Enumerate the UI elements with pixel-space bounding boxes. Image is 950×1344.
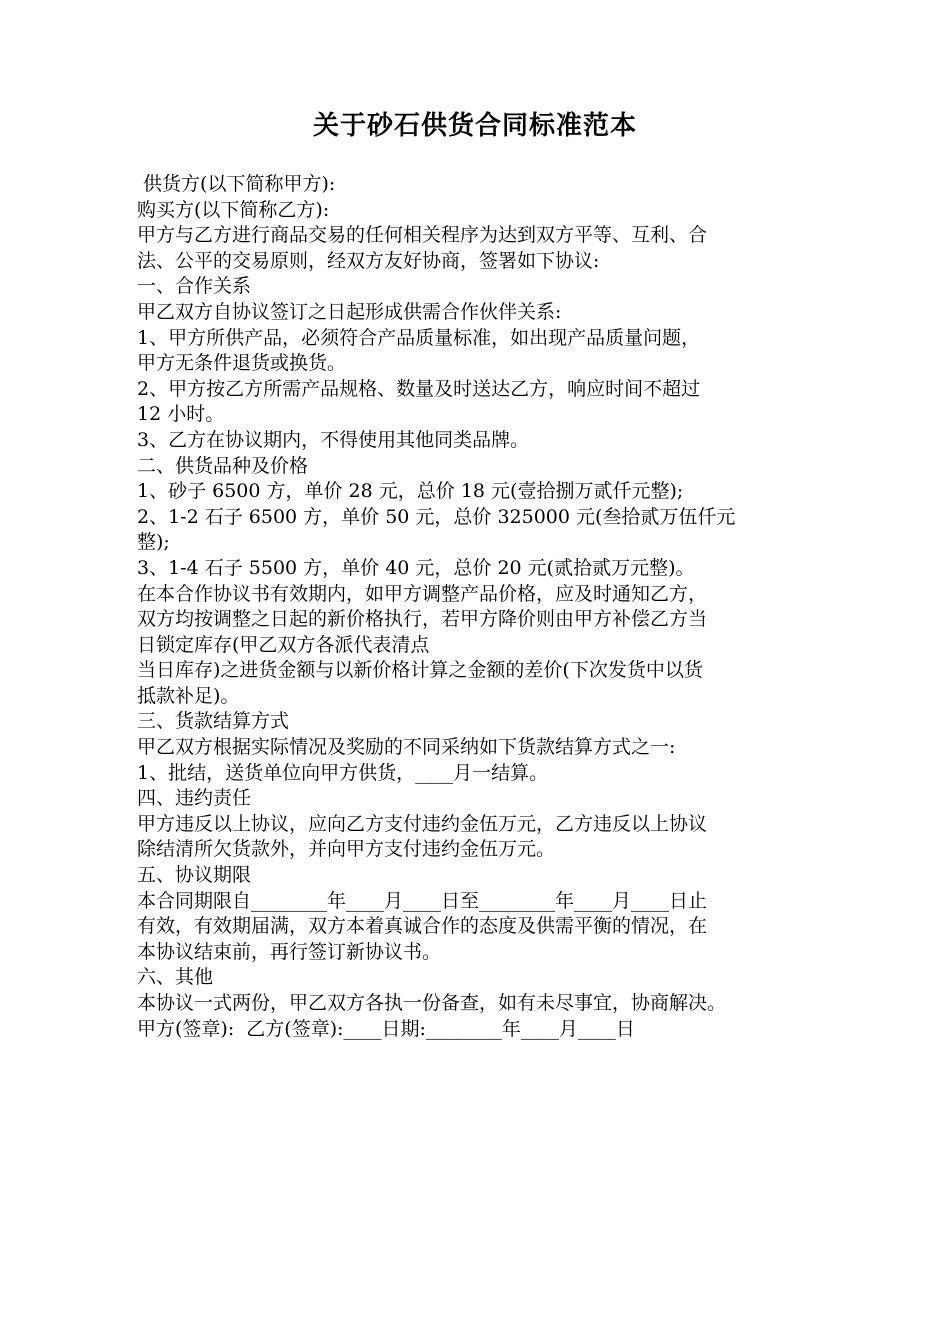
paragraph-line: 甲方无条件退货或换货。 (137, 352, 347, 375)
paragraph-line: 2、1-2 石子 6500 方，单价 50 元，总价 325000 元(叁拾贰万伍仟元 (137, 505, 736, 528)
paragraph-line: 1、砂子 6500 方，单价 28 元，总价 18 元(壹拾捌万贰仟元整); (137, 480, 684, 503)
paragraph-line: 本协议一式两份，甲乙双方各执一份备查，如有未尽事宜，协商解决。 (137, 992, 727, 1014)
paragraph-line: 抵款补足)。 (137, 684, 240, 707)
section-heading-other: 六、其他 (137, 966, 214, 989)
intro-line-2: 法、公平的交易原则，经双方友好协商，签署如下协议: (137, 249, 600, 272)
supplier-line: 供货方(以下简称甲方): (137, 173, 336, 195)
paragraph-line: 除结清所欠货款外，并向甲方支付违约金伍万元。 (137, 838, 556, 861)
paragraph-line: 3、乙方在协议期内，不得使用其他同类品牌。 (137, 428, 530, 451)
document-body (137, 172, 827, 1042)
section-heading-payment: 三、货款结算方式 (137, 710, 290, 733)
signature-line: 甲方(签章): 乙方(签章):____日期:________年____月____日 (137, 1017, 635, 1040)
document-title: 关于砂石供货合同标准范本 (312, 111, 637, 141)
paragraph-line: 12 小时。 (137, 403, 225, 426)
paragraph-line: 甲方违反以上协议，应向乙方支付违约金伍万元，乙方违反以上协议 (137, 812, 708, 835)
paragraph-line: 整); (137, 531, 170, 554)
section-heading-products: 二、供货品种及价格 (137, 454, 309, 477)
paragraph-line: 在本合作协议书有效期内，如甲方调整产品价格，应及时通知乙方， (137, 582, 708, 605)
paragraph-line: 2、甲方按乙方所需产品规格、数量及时送达乙方，响应时间不超过 (137, 377, 701, 400)
paragraph-line: 3、1-4 石子 5500 方，单价 40 元，总价 20 元(贰拾贰万元整)。 (137, 556, 695, 579)
section-heading-cooperation: 一、合作关系 (137, 275, 252, 298)
paragraph-line: 本合同期限自________年____月____日至________年____月____日止 (137, 889, 708, 912)
buyer-line: 购买方(以下简称乙方): (137, 198, 330, 221)
paragraph-line: 1、批结，送货单位向甲方供货，____月一结算。 (137, 761, 549, 784)
intro-line-1: 甲方与乙方进行商品交易的任何相关程序为达到双方平等、互利、合 (137, 224, 708, 247)
paragraph-line: 双方均按调整之日起的新价格执行，若甲方降价则由甲方补偿乙方当 (137, 608, 708, 631)
paragraph-line: 当日库存)之进货金额与以新价格计算之金额的差价(下次发货中以货 (137, 659, 703, 682)
paragraph-line: 1、甲方所供产品，必须符合产品质量标准，如出现产品质量问题， (137, 326, 701, 349)
section-heading-term: 五、协议期限 (137, 864, 252, 887)
paragraph-line: 甲乙双方根据实际情况及奖励的不同采纳如下货款结算方式之一: (137, 736, 676, 759)
section-heading-breach: 四、违约责任 (137, 787, 252, 810)
paragraph-line: 有效，有效期届满，双方本着真诚合作的态度及供需平衡的情况，在 (137, 915, 708, 938)
paragraph-line: 甲乙双方自协议签订之日起形成供需合作伙伴关系: (137, 300, 562, 323)
paragraph-line: 本协议结束前，再行签订新协议书。 (137, 940, 442, 963)
paragraph-line: 日锁定库存(甲乙双方各派代表清点 (137, 633, 430, 656)
